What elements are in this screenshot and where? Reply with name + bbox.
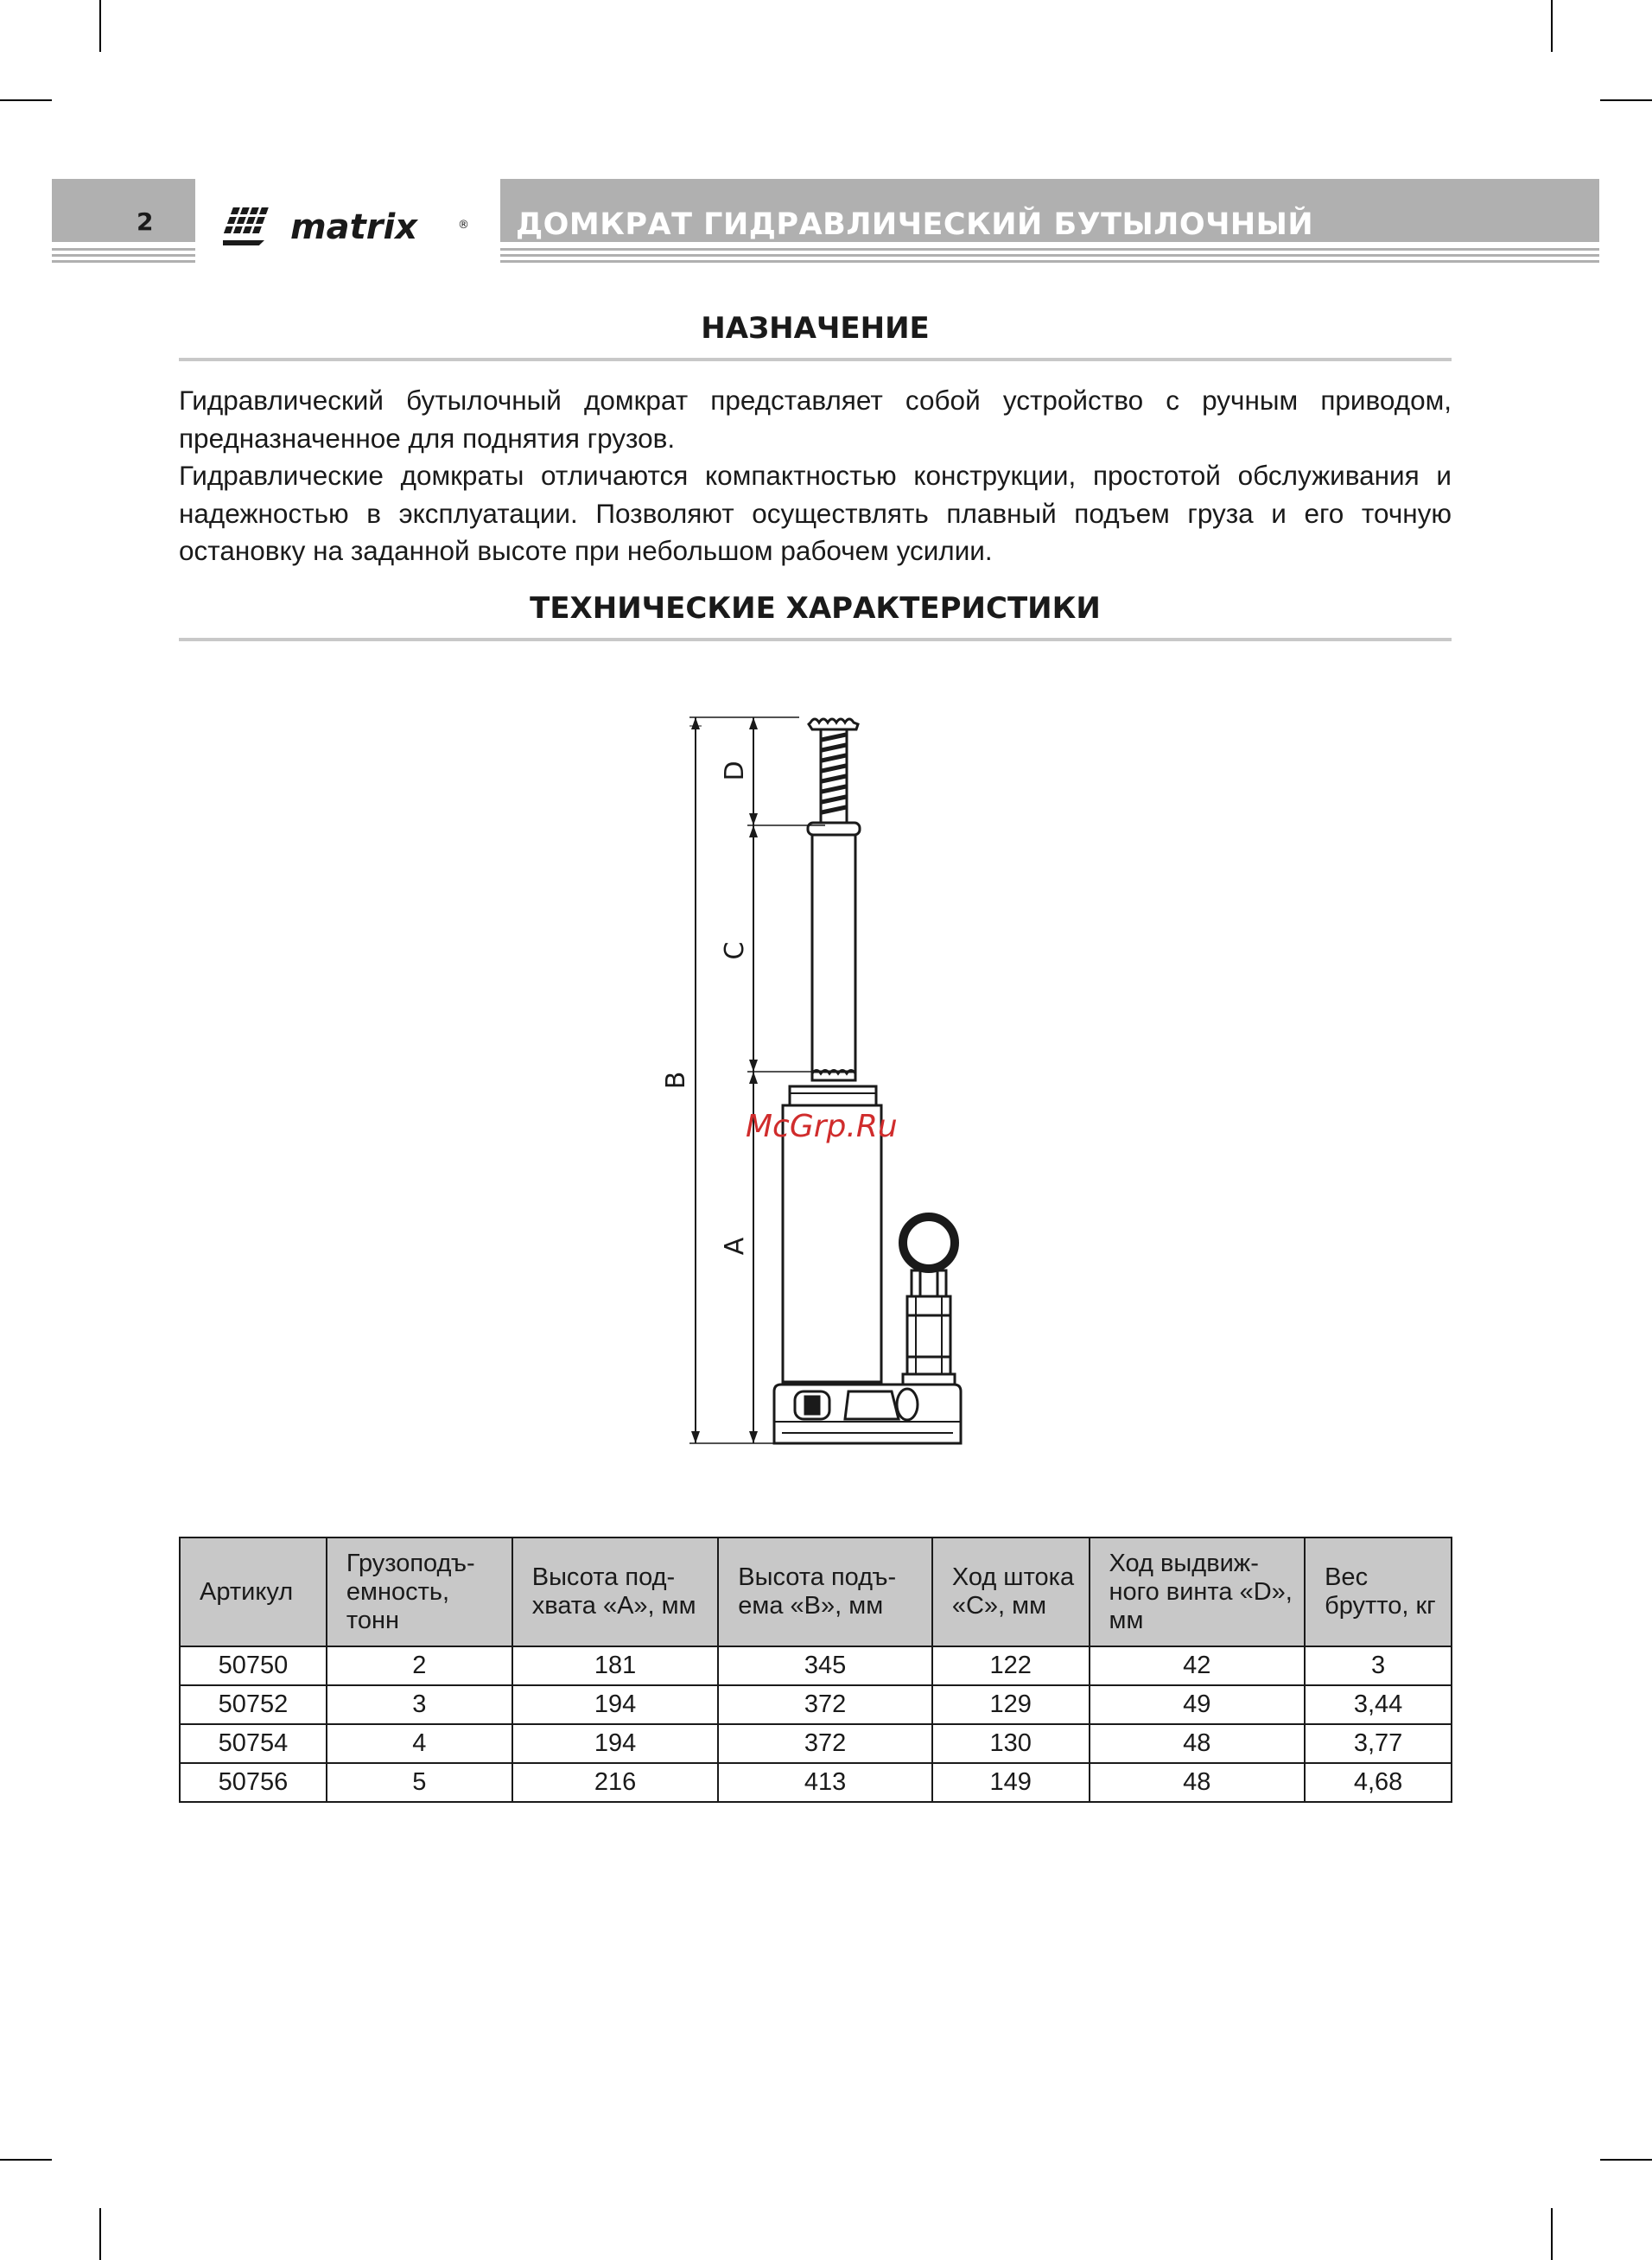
table-cell: 5 (327, 1763, 512, 1802)
header-title: ДОМКРАТ ГИДРАВЛИЧЕСКИЙ БУТЫЛОЧНЫЙ (516, 207, 1314, 242)
table-row (180, 1646, 1452, 1685)
table-cell: 345 (718, 1646, 932, 1685)
table-cell: 129 (932, 1685, 1090, 1724)
matrix-logo (223, 199, 473, 256)
header-bar-left (52, 179, 195, 242)
header-stripe (52, 254, 195, 257)
table-cell: 48 (1090, 1724, 1306, 1763)
table-cell: 48 (1090, 1763, 1306, 1802)
column-header: Ход штока «С», мм (932, 1537, 1090, 1646)
purpose-heading: НАЗНАЧЕНИЕ (701, 311, 930, 346)
table-cell: 2 (327, 1646, 512, 1685)
table-cell: 122 (932, 1646, 1090, 1685)
table-cell: 50754 (180, 1724, 327, 1763)
table-cell: 3 (1305, 1646, 1452, 1685)
table-cell: 130 (932, 1724, 1090, 1763)
table-cell: 4,68 (1305, 1763, 1452, 1802)
crop-mark (99, 2208, 101, 2260)
crop-mark (0, 99, 52, 101)
table-cell: 372 (718, 1724, 932, 1763)
table-cell: 3,44 (1305, 1685, 1452, 1724)
column-header: Артикул (180, 1537, 327, 1646)
jack-diagram (657, 700, 985, 1452)
dimension-label-a: A (720, 1237, 750, 1256)
header-stripe (500, 254, 1599, 257)
header-stripe (52, 248, 195, 251)
column-header: Высота подъ- ема «В», мм (718, 1537, 932, 1646)
purpose-text (179, 382, 1452, 570)
table-cell: 42 (1090, 1646, 1306, 1685)
column-header: Вес брутто, кг (1305, 1537, 1452, 1646)
table-cell: 3,77 (1305, 1724, 1452, 1763)
table-cell: 50750 (180, 1646, 327, 1685)
table-row (180, 1724, 1452, 1763)
watermark: McGrp.Ru (746, 1109, 898, 1144)
table-cell: 4 (327, 1724, 512, 1763)
table-row (180, 1685, 1452, 1724)
header-stripe (52, 260, 195, 263)
table-cell: 216 (512, 1763, 719, 1802)
section-divider (179, 358, 1452, 361)
crop-mark (1600, 2159, 1652, 2161)
column-header: Высота под- хвата «А», мм (512, 1537, 719, 1646)
table-cell: 372 (718, 1685, 932, 1724)
dimension-label-c: C (720, 941, 750, 960)
table-row (180, 1763, 1452, 1802)
column-header: Ход выдвиж- ного винта «D», мм (1090, 1537, 1306, 1646)
dimension-label-b: B (661, 1071, 691, 1090)
table-cell: 3 (327, 1685, 512, 1724)
header-stripe (500, 260, 1599, 263)
table-cell: 413 (718, 1763, 932, 1802)
table-cell: 181 (512, 1646, 719, 1685)
purpose-paragraph: Гидравлический бутылочный домкрат представляет собой устройство с ручным приводом, предназначенное для поднятия грузов. (179, 385, 1452, 454)
dimension-label-d: D (720, 761, 750, 781)
table-header-row (180, 1537, 1452, 1646)
page-number: 2 (137, 207, 154, 236)
crop-mark (0, 2159, 52, 2161)
svg-text:®: ® (458, 219, 469, 232)
logo-wordmark: matrix (290, 207, 418, 247)
spec-table (179, 1537, 1452, 1803)
table-cell: 49 (1090, 1685, 1306, 1724)
header-stripe (500, 248, 1599, 251)
crop-mark (1551, 0, 1553, 52)
specs-heading: ТЕХНИЧЕСКИЕ ХАРАКТЕРИСТИКИ (530, 591, 1101, 626)
table-cell: 194 (512, 1724, 719, 1763)
section-divider (179, 638, 1452, 641)
logo-grid-icon (223, 207, 276, 245)
table-cell: 194 (512, 1685, 719, 1724)
table-cell: 50752 (180, 1685, 327, 1724)
crop-mark (1551, 2208, 1553, 2260)
table-cell: 149 (932, 1763, 1090, 1802)
table-cell: 50756 (180, 1763, 327, 1802)
purpose-paragraph: Гидравлические домкраты отличаются компактностью конструкции, простотой обслуживания и надежностью в эксплуатации. Позволяют осуществлять плавный подъем груза и его точную остановку на заданной высоте при небольшом рабочем усилии. (179, 460, 1452, 566)
crop-mark (1600, 99, 1652, 101)
column-header: Грузоподъ- емность, тонн (327, 1537, 512, 1646)
crop-mark (99, 0, 101, 52)
